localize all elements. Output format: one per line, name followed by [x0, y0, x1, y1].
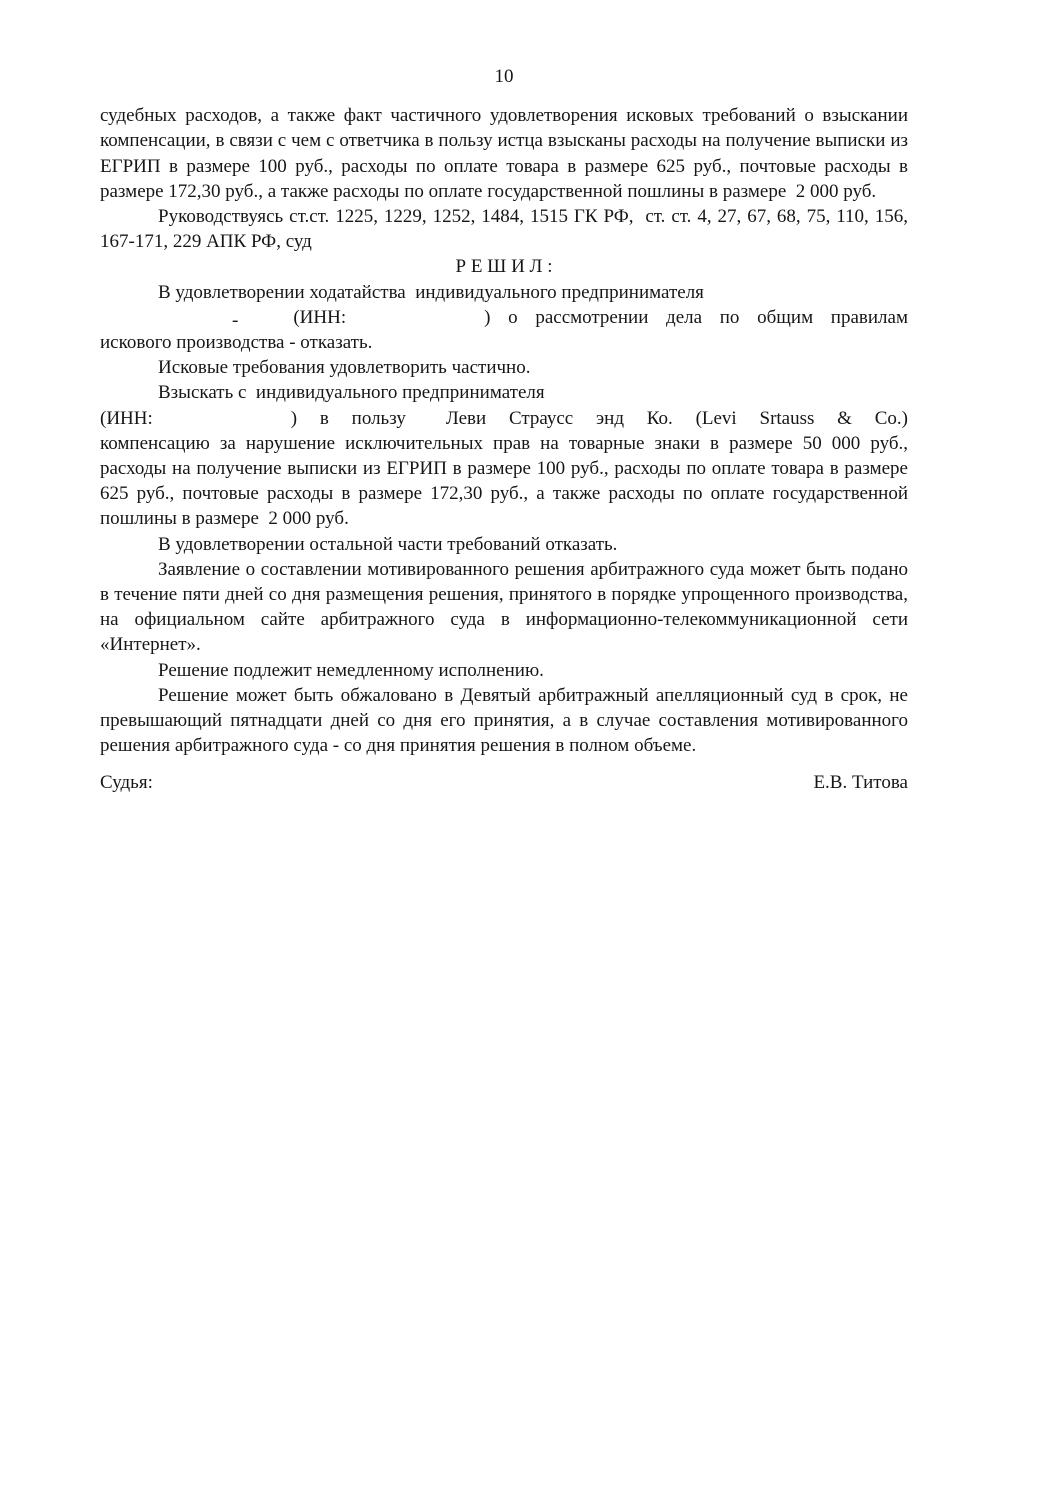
inn-label: (ИНН: [293, 306, 347, 328]
paragraph-reasoned-decision-request: Заявление о составлении мотивированного решения арбитражного суда может быть подано в течение пяти дней со дня размещения решения, принятого в порядке упрощенного производства, на официальном сайте арбитражного суда в информационно-телекоммуникационной сети «Интернет». [100, 558, 908, 656]
paragraph-appeal-terms: Решение может быть обжаловано в Девятый арбитражный апелляционный суд в срок, не превышающий пятнадцати дней со дня его принятия, а в случае составления мотивированного решения арбитражного суда - со дня принятия решения в полном объеме. [100, 684, 908, 757]
paragraph-recover-line1: Взыскать с индивидуального предпринимателя [158, 382, 545, 404]
paragraph-legal-basis: Руководствуясь ст.ст. 1225, 1229, 1252, 1484, 1515 ГК РФ, ст. ст. 4, 27, 67, 68, 75, 110, 156, 167-171, 229 АПК РФ, суд [100, 206, 908, 253]
paragraph-costs-summary: судебных расходов, а также факт частичного удовлетворения исковых требований о взыскании компенсации, в связи с чем с ответчика в пользу истца взысканы расходы на получение выписки из ЕГРИП в размере 100 руб., расходы по оплате товара в размере 625 руб., почтовые расходы в размере 172,30 руб., а также расходы по оплате государственной пошлины в размере 2 000 руб. [100, 105, 908, 202]
redacted-name-gap [100, 322, 232, 323]
paragraph-immediate-execution: Решение подлежит немедленному исполнению. [158, 659, 544, 681]
paragraph-motion-denied-line1: В удовлетворении ходатайства индивидуального предпринимателя [158, 281, 704, 303]
redaction-gap [238, 322, 293, 323]
paragraph-motion-denied-line2 [100, 305, 908, 330]
judge-label: Судья: [100, 772, 153, 794]
paragraph-recover-line2 [100, 406, 908, 431]
page-number: 10 [494, 66, 514, 87]
in-favor-of-text: ) в пользу [290, 407, 406, 429]
resolution-heading: Р Е Ш И Л : [455, 256, 553, 278]
redacted-inn-gap [153, 423, 291, 424]
paragraph-recover-amounts: компенсацию за нарушение исключительных прав на товарные знаки в размере 50 000 руб., расходы на получение выписки из ЕГРИП в размере 100 руб., расходы по оплате товара в размере 625 руб., почтовые расходы в размере 172,30 руб., а также расходы по оплате государственной пошлины в размере 2 000 руб. [100, 432, 908, 530]
court-decision-page [100, 64, 908, 796]
redaction-mark: - [232, 309, 239, 331]
paragraph-motion-denied-line3: искового производства - отказать. [100, 332, 373, 354]
motion-denied-tail: ) о рассмотрении дела по общим правилам [484, 306, 908, 328]
paragraph-remainder-denied: В удовлетворении остальной части требований отказать. [158, 533, 618, 555]
inn-label: (ИНН: [100, 407, 153, 429]
paragraph-claims-partially-granted: Исковые требования удовлетворить частично. [158, 357, 531, 379]
plaintiff-name: Леви Страусс энд Ко. (Levi Srtauss & Co.) [445, 407, 909, 429]
redacted-inn-gap [346, 322, 484, 323]
judge-name: Е.В. Титова [813, 772, 908, 794]
signature-row [100, 770, 908, 795]
name-gap [406, 423, 446, 424]
